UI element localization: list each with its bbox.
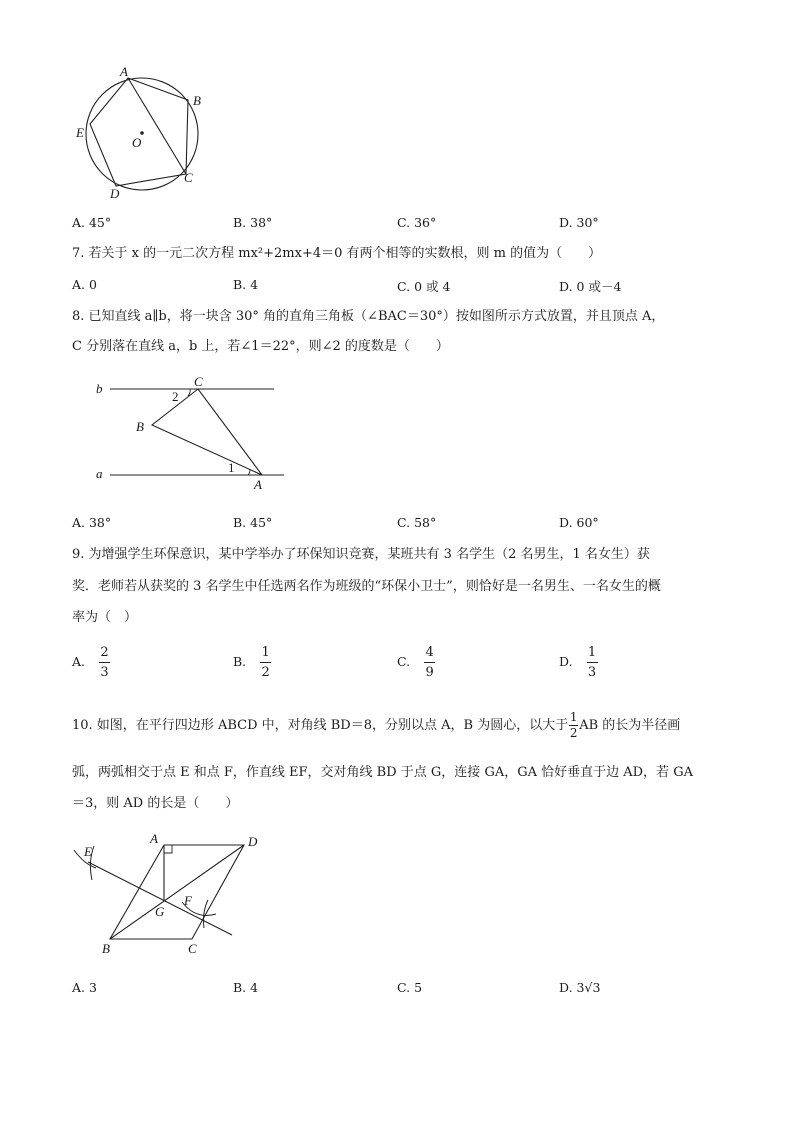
q8-label-a-vertex: A [254,477,262,492]
q6-option-b[interactable]: B. 38° [233,215,273,230]
q10-half-numerator: 1 [569,710,578,724]
q9-option-d-numerator: 1 [587,645,597,660]
q9-option-b-letter: B. [233,654,247,669]
q6-label-e: E [76,125,84,140]
q6-label-d: D [110,186,120,201]
q9-option-c-letter: C. [397,654,411,669]
q7-question: 7. 若关于 x 的一元二次方程 mx²+2mx+4＝0 有两个相等的实数根，则 m 的值为（ ） [72,246,602,261]
q9-option-a-letter: A. [72,654,86,669]
q10-line1-part-a: 10. 如图，在平行四边形 ABCD 中，对角线 BD＝8，分别以点 A，B 为圆心，以大于 [72,718,569,733]
q7-option-d[interactable]: D. 0 或－4 [559,279,622,294]
q6-option-d[interactable]: D. 30° [559,215,599,230]
q9-option-c[interactable] [397,645,435,680]
q10-parallelogram-figure [66,828,276,963]
q9-option-b-numerator: 1 [261,645,270,660]
q9-option-c-numerator: 4 [425,645,434,660]
q6-circle-figure [70,62,230,207]
q6-option-c[interactable]: C. 36° [397,215,437,230]
q8-question-line2: C 分别落在直线 a，b 上，若∠1＝22°，则∠2 的度数是（ ） [72,339,449,354]
q7-option-a[interactable]: A. 0 [72,277,97,292]
q8-option-a[interactable]: A. 38° [72,515,112,530]
q9-option-b[interactable] [233,645,271,680]
q8-option-d[interactable]: D. 60° [559,515,599,530]
q9-option-a-denominator: 3 [100,665,109,680]
q6-label-a: A [120,64,128,79]
q10-option-b[interactable]: B. 4 [233,980,259,995]
q9-option-b-bar [260,662,271,663]
q8-triangle [152,389,262,475]
q9-option-a-fraction [99,645,110,680]
q7-option-c[interactable]: C. 0 或 4 [397,279,451,294]
q9-question-line2: 奖．老师若从获奖的 3 名学生中任选两名作为班级的“环保小卫士”，则恰好是一名男生、一名女生的概 [72,579,661,594]
q9-question-line3: 率为（ ） [72,610,138,625]
q10-label-e: E [84,844,92,859]
q10-question-line2: 弧，两弧相交于点 E 和点 F，作直线 EF，交对角线 BD 于点 G，连接 GA，GA 恰好垂直于边 AD，若 GA [72,765,693,780]
q8-angle-1-arc [248,470,250,475]
q9-question-line1: 9. 为增强学生环保意识，某中学举办了环保知识竞赛，某班共有 3 名学生（2 名男生，1 名女生）获 [72,547,650,562]
q10-question-line1 [72,711,680,740]
q10-line-ef [88,862,232,935]
q10-label-c: C [188,941,197,956]
q10-option-d[interactable]: D. 3√3 [559,980,601,995]
q7-option-b[interactable]: B. 4 [233,277,259,292]
q9-option-d[interactable] [559,645,598,680]
q9-option-c-bar [424,662,435,663]
q6-label-c: C [184,170,193,185]
q10-label-g: G [155,904,165,919]
q10-option-c[interactable]: C. 5 [397,980,423,995]
q9-option-a-numerator: 2 [100,645,109,660]
q9-option-d-letter: D. [559,654,573,669]
q9-option-c-fraction [424,645,435,680]
q8-label-b-vertex: B [136,419,144,434]
q9-option-b-denominator: 2 [261,665,270,680]
q10-line1-part-b: AB 的长为半径画 [579,718,681,733]
q8-option-c[interactable]: C. 58° [397,515,437,530]
q6-label-o: O [132,135,142,150]
q10-option-a[interactable]: A. 3 [72,980,97,995]
q6-chord-ac [128,78,186,174]
q10-half-denominator: 2 [569,726,578,740]
q9-option-a[interactable] [72,645,110,680]
q8-option-b[interactable]: B. 45° [233,515,273,530]
q10-label-a: A [150,831,158,846]
q10-right-angle-mark [164,845,172,853]
q10-label-f: F [184,893,192,908]
q8-triangle-figure [90,370,290,495]
q8-label-2: 2 [172,389,179,404]
q10-half-fraction [569,711,578,740]
q9-option-a-bar [99,662,110,663]
q8-question-line1: 8. 已知直线 a∥b，将一块含 30° 角的直角三角板（∠BAC＝30°）按如图所示方式放置，并且顶点 A， [72,309,665,324]
q9-option-d-bar [587,662,598,663]
q9-option-d-fraction [587,645,598,680]
q6-label-b: B [193,93,201,108]
q6-pentagon [90,78,188,186]
q10-label-d: D [248,834,258,849]
q10-diagonal-bd [110,845,244,939]
q9-option-b-fraction [260,645,271,680]
q10-label-b: B [102,941,110,956]
q9-option-d-denominator: 3 [587,665,597,680]
q8-label-b-line: b [96,381,103,396]
q6-option-a[interactable]: A. 45° [72,215,112,230]
q8-label-c: C [194,374,203,389]
q8-label-1: 1 [228,460,235,475]
q9-option-c-denominator: 9 [425,665,434,680]
q8-label-a-line: a [96,466,103,481]
q10-question-line3: ＝3，则 AD 的长是（ ） [72,796,239,811]
